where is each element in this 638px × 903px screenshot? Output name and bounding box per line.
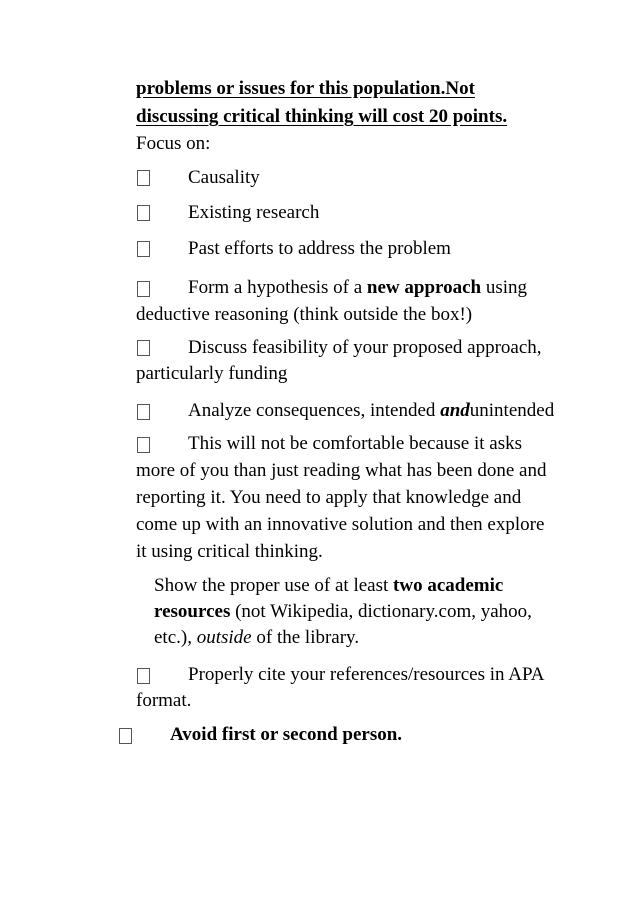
bullet-consequences-post: unintended [469,400,555,421]
resources-bold-2: resources [154,601,231,622]
bullet-feasibility-cont: particularly funding [136,363,288,384]
resources-outside: outside [196,627,252,648]
bullet-icon [137,404,150,420]
intro-line-1-bold: problems or issues for this population [136,78,441,99]
bullet-comfortable-cont-4: it using critical thinking. [136,541,323,562]
bullet-hypothesis-cont: deductive reasoning (think outside the box!) [136,304,473,325]
bullet-consequences-and: and [440,400,470,421]
bullet-causality: Causality [188,167,260,188]
bullet-icon [137,170,150,186]
bullet-consequences [188,399,554,424]
bullet-comfortable-cont-3: come up with an innovative solution and then explore [136,514,545,535]
bullet-cite-cont: format. [136,690,192,711]
bullet-comfortable: This will not be comfortable because it asks [188,433,522,454]
resources-line-1 [154,574,503,599]
bullet-past-efforts: Past efforts to address the problem [188,238,451,259]
bullet-icon [137,205,150,221]
bullet-existing-research: Existing research [188,202,320,223]
intro-line-1-tail: .Not [440,78,475,99]
resources-line-2 [154,600,532,625]
resources-bold: two academic [393,575,504,596]
bullet-hypothesis-post: using [481,277,528,298]
resources-line-3-tail: of the library. [251,627,360,648]
resources-line-3-pre: etc.), [154,627,197,648]
intro-line-1 [136,77,475,102]
bullet-hypothesis-pre: Form a hypothesis of a [188,277,367,298]
resources-pre: Show the proper use of at least [154,575,394,596]
bullet-comfortable-cont-2: reporting it. You need to apply that knowledge and [136,487,522,508]
focus-label: Focus on: [136,133,211,154]
bullet-cite: Properly cite your references/resources in APA [188,664,545,685]
bullet-hypothesis-bold: new approach [366,277,482,298]
resources-line-2-tail: (not Wikipedia, dictionary.com, yahoo, [230,601,532,622]
bullet-icon [137,668,150,684]
bullet-icon [137,241,150,257]
intro-line-2: discussing critical thinking will cost 20 points. [136,106,508,127]
bullet-icon [137,340,150,356]
bullet-icon [119,728,132,744]
bullet-comfortable-cont-1: more of you than just reading what has been done and [136,460,547,481]
bullet-icon [137,281,150,297]
resources-line-3 [154,626,359,651]
bullet-consequences-pre: Analyze consequences, intended [188,400,441,421]
bullet-feasibility: Discuss feasibility of your proposed approach, [188,337,542,358]
bullet-icon [137,437,150,453]
bullet-hypothesis [188,276,527,301]
bullet-avoid-person: Avoid first or second person. [170,724,403,745]
